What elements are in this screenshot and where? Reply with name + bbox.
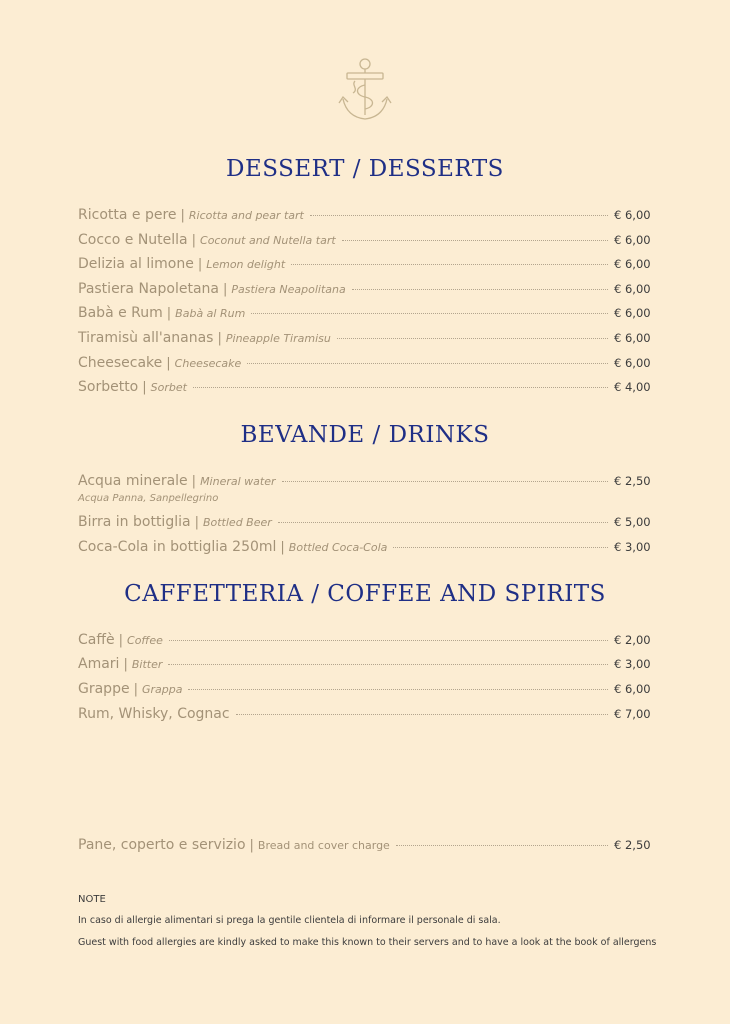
separator: | [133,682,138,697]
leader-dots [393,547,608,548]
item-translation: Sorbet [150,381,187,394]
separator: | [191,233,197,248]
item-translation: Ricotta and pear tart [188,209,304,222]
item-price: € 3,00 [614,540,651,554]
leader-dots [310,215,608,216]
cover-charge-name: Pane, coperto e servizio [78,837,246,853]
item-name: Sorbetto [78,379,139,395]
separator: | [217,331,222,346]
item-price: € 7,00 [614,707,651,721]
separator: | [191,474,197,489]
item-price: € 6,00 [614,233,651,247]
item-translation: Mineral water [200,475,276,488]
item-name: Coca-Cola in bottiglia 250ml [78,539,277,555]
item-price: € 5,00 [614,515,651,529]
item-translation: Coconut and Nutella tart [200,234,336,247]
item-price: € 6,00 [614,208,651,222]
separator: | [118,633,124,648]
item-name: Grappe [78,681,130,697]
cover-charge-price: € 2,50 [614,838,651,852]
leader-dots [247,363,608,364]
leader-dots [236,714,608,715]
item-name: Delizia al limone [78,256,194,272]
leader-dots [278,522,608,523]
item-name: Tiramisù all'ananas [78,330,214,346]
item-name: Pastiera Napoletana [78,281,219,297]
leader-dots [169,640,608,641]
separator: | [280,540,285,555]
item-translation: Coffee [127,634,163,647]
item-translation: Pastiera Neapolitana [231,283,346,296]
separator: | [223,282,228,297]
separator: | [249,838,254,853]
menu-item [78,514,650,534]
item-name: Cheesecake [78,355,163,371]
separator: | [166,306,172,321]
item-price: € 2,50 [614,474,651,488]
leader-dots [193,387,608,388]
note-line-italian: In caso di allergie alimentari si prega la gentile clientela di informare il personale di sala. [78,915,501,926]
menu-item [78,281,650,301]
item-translation: Pineapple Tiramisu [225,332,331,345]
menu-item [78,355,650,375]
leader-dots [337,338,608,339]
menu-item [78,656,650,676]
item-name: Cocco e Nutella [78,232,188,248]
menu-item [78,207,650,227]
leader-dots [168,664,608,665]
separator: | [123,657,128,672]
note-line-english: Guest with food allergies are kindly asked to make this known to their servers and to have a look at the book of allergens [78,937,657,948]
menu-item [78,379,650,399]
item-price: € 6,00 [614,282,651,296]
menu-item [78,681,650,701]
menu-item [78,632,650,652]
menu-item [78,473,650,493]
menu-item [78,330,650,350]
item-price: € 6,00 [614,356,651,370]
menu-item [78,706,650,726]
item-name: Amari [78,656,120,672]
section-title-coffee: CAFFETTERIA / COFFEE AND SPIRITS [124,581,606,607]
item-price: € 4,00 [614,380,651,394]
anchor-logo [337,55,393,127]
menu-item [78,232,650,252]
leader-dots [342,240,608,241]
leader-dots [188,689,608,690]
separator: | [194,515,199,530]
item-name: Ricotta e pere [78,207,177,223]
menu-item [78,256,650,276]
item-price: € 6,00 [614,682,651,696]
item-translation: Lemon delight [206,258,286,271]
item-translation: Bitter [131,658,163,671]
item-name: Babà e Rum [78,305,163,321]
separator: | [197,257,203,272]
item-price: € 6,00 [614,306,651,320]
note-title: NOTE [78,894,106,905]
item-price: € 6,00 [614,331,651,345]
item-price: € 6,00 [614,257,651,271]
item-translation: Babà al Rum [175,307,246,320]
item-name: Acqua minerale [78,473,188,489]
leader-dots [282,481,608,482]
menu-item [78,539,650,559]
leader-dots [396,845,608,846]
item-translation: Bottled Beer [202,516,272,529]
anchor-icon [337,55,393,127]
leader-dots [352,289,608,290]
menu-item [78,305,650,325]
item-price: € 2,00 [614,633,651,647]
cover-charge-row [78,837,650,857]
leader-dots [291,264,608,265]
item-name: Birra in bottiglia [78,514,191,530]
item-translation: Bottled Coca-Cola [288,541,388,554]
leader-dots [251,313,608,314]
item-name: Caffè [78,632,115,648]
item-translation: Cheesecake [174,357,242,370]
item-name: Rum, Whisky, Cognac [78,706,230,722]
section-title-drinks: BEVANDE / DRINKS [240,422,490,448]
separator: | [142,380,147,395]
item-translation: Grappa [141,683,183,696]
cover-charge-translation: Bread and cover charge [257,839,390,852]
section-title-desserts: DESSERT / DESSERTS [226,156,504,182]
item-subtext: Acqua Panna, Sanpellegrino [78,493,219,504]
separator: | [180,208,185,223]
item-price: € 3,00 [614,657,651,671]
separator: | [166,356,171,371]
